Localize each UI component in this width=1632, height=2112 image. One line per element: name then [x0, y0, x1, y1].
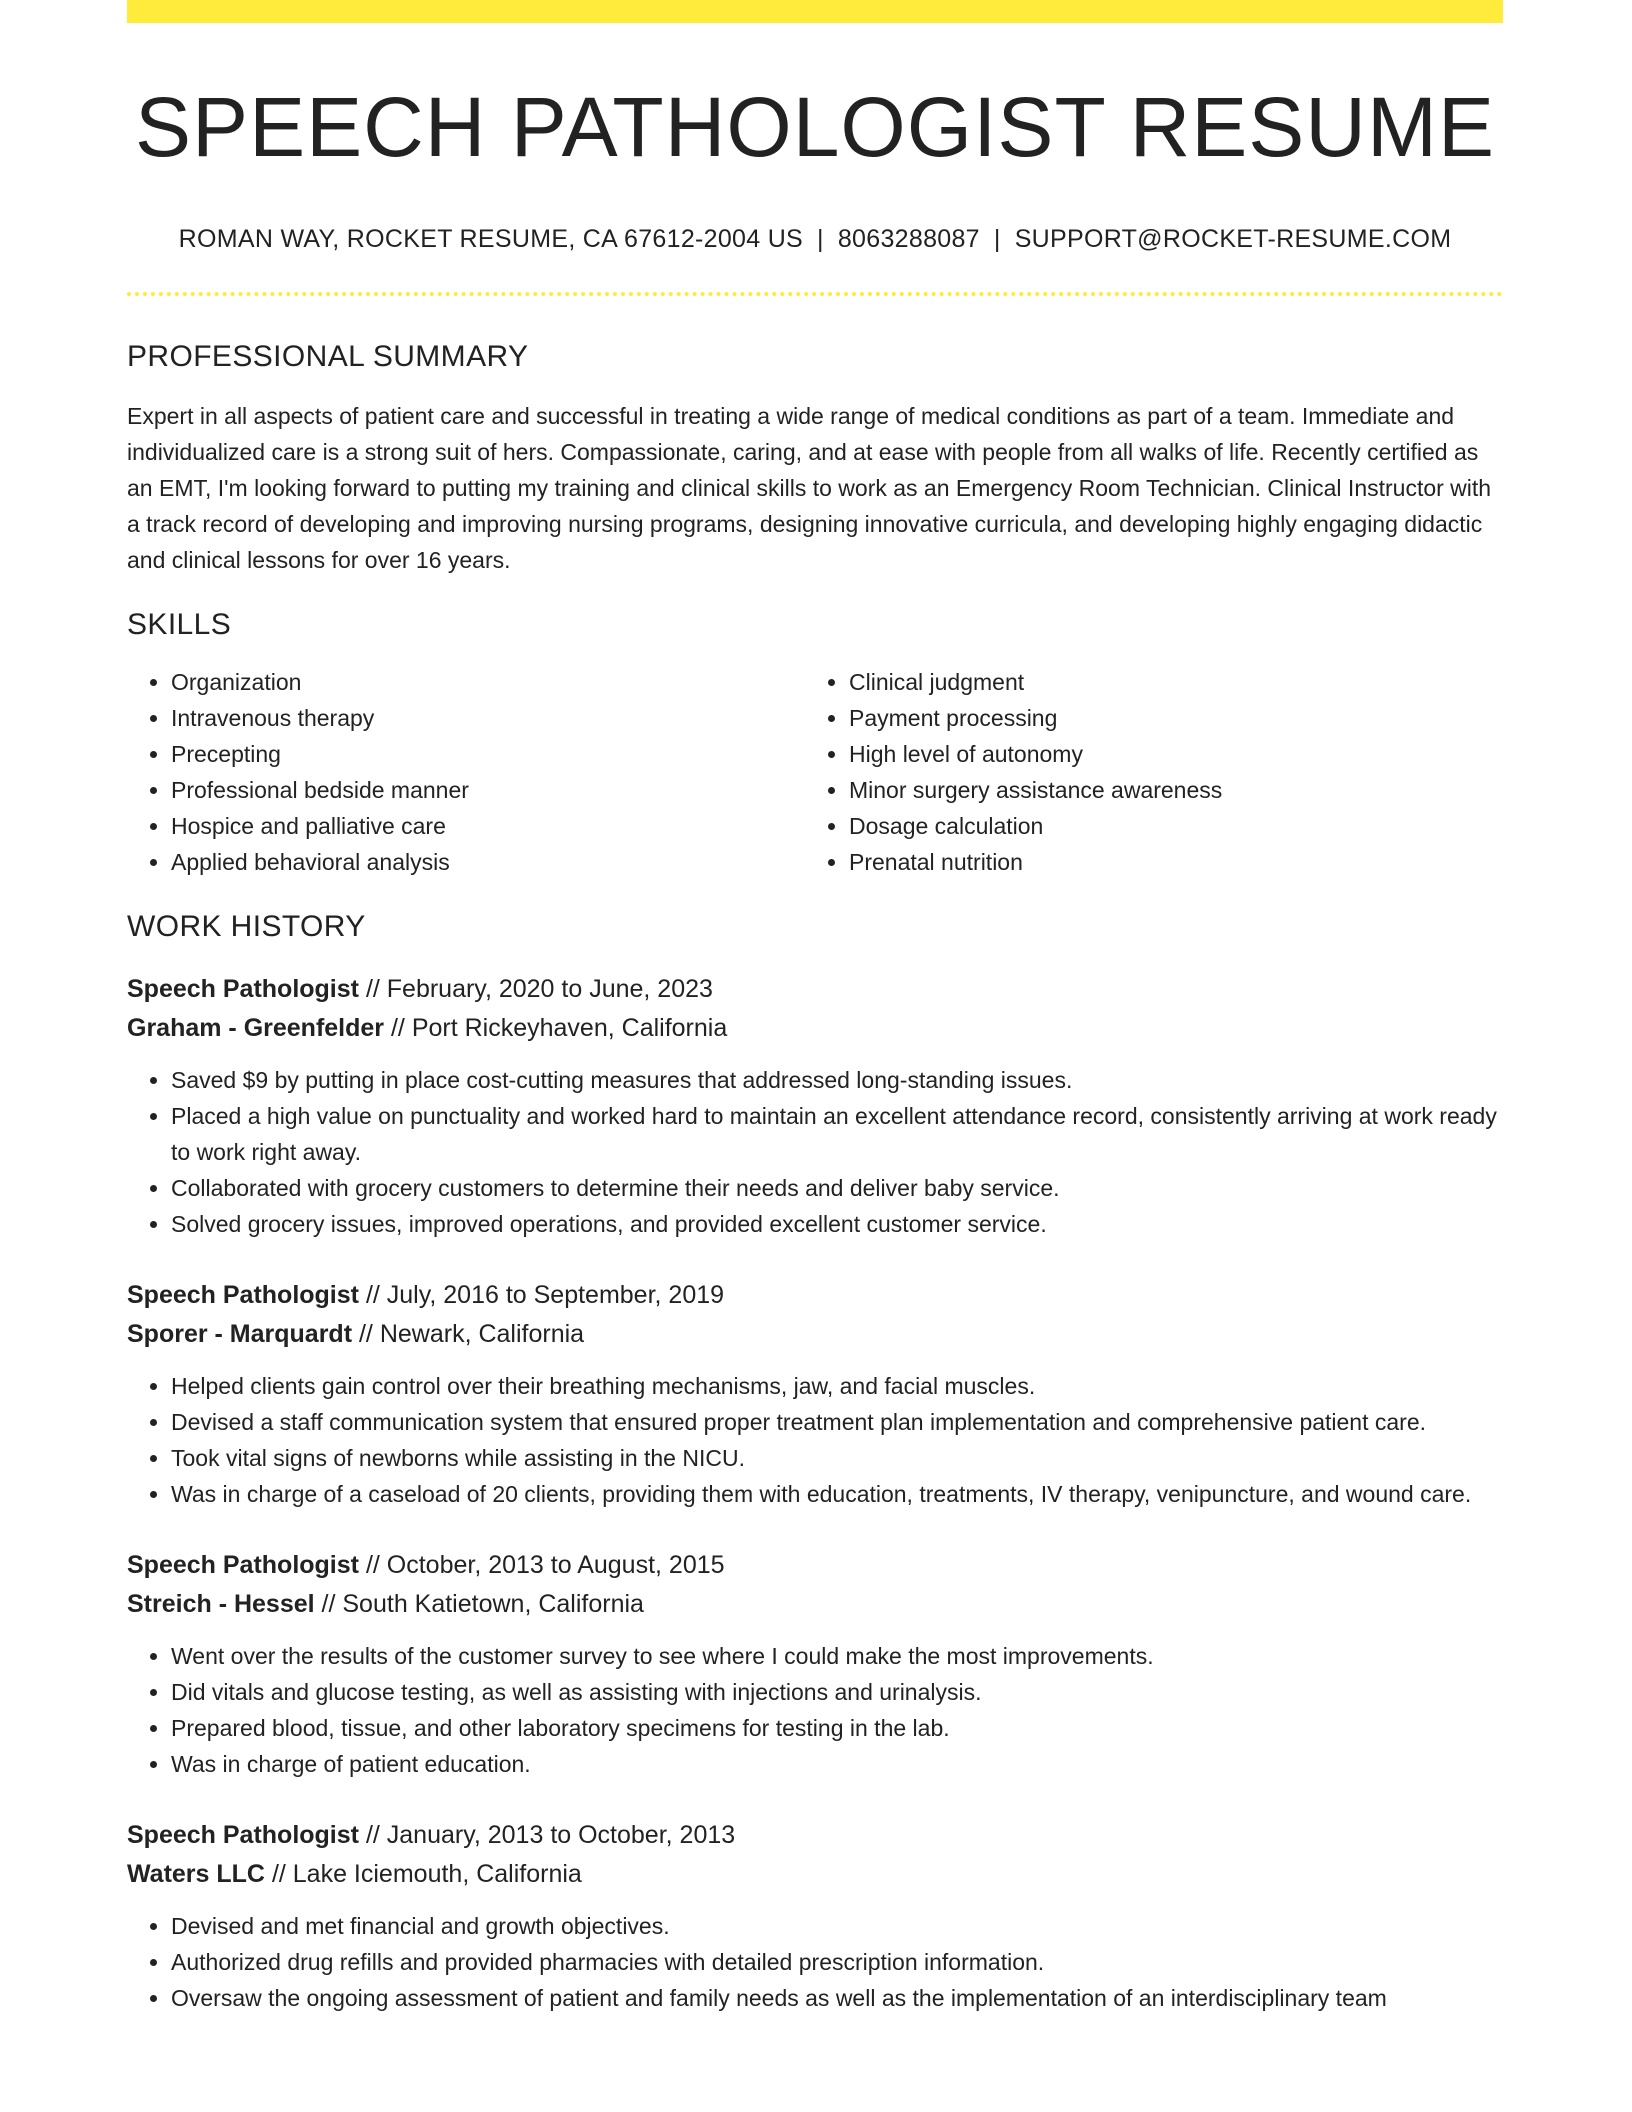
- job-entry: [127, 1816, 1503, 2016]
- job-bullet: • Went over the results of the customer survey to see where I could make the most improvements.: [171, 1638, 1503, 1674]
- job-entry: [127, 1276, 1503, 1512]
- job-company-line: [127, 1585, 1503, 1624]
- job-bullet: • Was in charge of a caseload of 20 clients, providing them with education, treatments, IV therapy, venipuncture, and wound care.: [171, 1476, 1503, 1512]
- job-company-line: [127, 1315, 1503, 1354]
- dotted-divider: [127, 292, 1503, 296]
- job-title: Speech Pathologist: [127, 1821, 359, 1850]
- job-bullet: • Placed a high value on punctuality and worked hard to maintain an excellent attendance record, consistently arriving at work ready to work right away.: [171, 1098, 1503, 1170]
- job-bullets: [127, 1062, 1503, 1242]
- job-bullet: • Oversaw the ongoing assessment of patient and family needs as well as the implementation of an interdisciplinary team: [171, 1980, 1503, 2016]
- job-dates: // January, 2013 to October, 2013: [365, 1821, 736, 1850]
- job-company-line: [127, 1855, 1503, 1894]
- job-bullet: • Prepared blood, tissue, and other laboratory specimens for testing in the lab.: [171, 1710, 1503, 1746]
- job-bullets: [127, 1368, 1503, 1512]
- job-bullet: • Solved grocery issues, improved operations, and provided excellent customer service.: [171, 1206, 1503, 1242]
- job-title: Speech Pathologist: [127, 1281, 359, 1310]
- resume-page: [127, 0, 1503, 2112]
- job-company: Streich - Hessel: [127, 1590, 315, 1619]
- job-bullet: • Collaborated with grocery customers to determine their needs and deliver baby service.: [171, 1170, 1503, 1206]
- contact-email: SUPPORT@ROCKET-RESUME.COM: [1014, 225, 1452, 254]
- job-title: Speech Pathologist: [127, 1551, 359, 1580]
- job-bullet: • Took vital signs of newborns while assisting in the NICU.: [171, 1440, 1503, 1476]
- job-company: Waters LLC: [127, 1860, 265, 1889]
- job-title-line: [127, 970, 1503, 1009]
- skills-column-left: [127, 664, 805, 880]
- job-bullets: [127, 1908, 1503, 2016]
- skill-item: • Dosage calculation: [849, 808, 1503, 844]
- skill-item: • Prenatal nutrition: [849, 844, 1503, 880]
- job-bullet: • Helped clients gain control over their breathing mechanisms, jaw, and facial muscles.: [171, 1368, 1503, 1404]
- job-bullet: • Saved $9 by putting in place cost-cutting measures that addressed long-standing issues.: [171, 1062, 1503, 1098]
- job-location: // South Katietown, California: [321, 1590, 644, 1619]
- summary-heading: PROFESSIONAL SUMMARY: [127, 340, 529, 374]
- skill-item: • Minor surgery assistance awareness: [849, 772, 1503, 808]
- skill-item: • Professional bedside manner: [171, 772, 805, 808]
- job-entry: [127, 1546, 1503, 1782]
- job-bullet: • Devised a staff communication system that ensured proper treatment plan implementation and comprehensive patient care.: [171, 1404, 1503, 1440]
- skill-item: • Applied behavioral analysis: [171, 844, 805, 880]
- skill-item: • Intravenous therapy: [171, 700, 805, 736]
- job-bullet: • Was in charge of patient education.: [171, 1746, 1503, 1782]
- summary-text: Expert in all aspects of patient care and successful in treating a wide range of medical conditions as part of a team. Immediate and individualized care is a strong suit of hers. Compassionate, caring, and at ease with people from all walks of life. Recently certified as an EMT, I'm looking forward to putting my training and clinical skills to work as an Emergency Room Technician. Clinical Instructor with a track record of developing and improving nursing programs, designing innovative curricula, and developing highly engaging didactic and clinical lessons for over 16 years.: [127, 403, 1492, 574]
- skill-item: • Organization: [171, 664, 805, 700]
- contact-info: [127, 225, 1503, 254]
- job-dates: // February, 2020 to June, 2023: [365, 975, 713, 1004]
- top-accent-bar: [127, 0, 1503, 23]
- job-location: // Port Rickeyhaven, California: [390, 1014, 728, 1043]
- skills-column-right: [805, 664, 1503, 880]
- job-bullet: • Authorized drug refills and provided pharmacies with detailed prescription information.: [171, 1944, 1503, 1980]
- skill-item: • Hospice and palliative care: [171, 808, 805, 844]
- skills-heading: SKILLS: [127, 608, 232, 642]
- contact-separator: |: [817, 225, 824, 254]
- job-entry: [127, 970, 1503, 1242]
- job-company: Graham - Greenfelder: [127, 1014, 385, 1043]
- job-bullets: [127, 1638, 1503, 1782]
- job-dates: // October, 2013 to August, 2015: [365, 1551, 725, 1580]
- job-bullet: • Devised and met financial and growth objectives.: [171, 1908, 1503, 1944]
- job-bullet: • Did vitals and glucose testing, as well as assisting with injections and urinalysis.: [171, 1674, 1503, 1710]
- job-title-line: [127, 1546, 1503, 1585]
- job-dates: // July, 2016 to September, 2019: [365, 1281, 725, 1310]
- skill-item: • Payment processing: [849, 700, 1503, 736]
- skill-item: • Precepting: [171, 736, 805, 772]
- job-company: Sporer - Marquardt: [127, 1320, 353, 1349]
- job-title-line: [127, 1816, 1503, 1855]
- skills-list: [127, 664, 1503, 880]
- skill-item: • High level of autonomy: [849, 736, 1503, 772]
- job-company-line: [127, 1009, 1503, 1048]
- job-location: // Lake Iciemouth, California: [271, 1860, 582, 1889]
- job-location: // Newark, California: [358, 1320, 585, 1349]
- contact-separator: |: [993, 225, 1001, 254]
- job-title-line: [127, 1276, 1503, 1315]
- skill-item: • Clinical judgment: [849, 664, 1503, 700]
- job-title: Speech Pathologist: [127, 975, 359, 1004]
- resume-title: SPEECH PATHOLOGIST RESUME: [135, 80, 1495, 174]
- contact-address: ROMAN WAY, ROCKET RESUME, CA 67612-2004 US: [178, 225, 804, 254]
- work-history-heading: WORK HISTORY: [127, 910, 366, 944]
- contact-phone: 8063288087: [837, 225, 980, 254]
